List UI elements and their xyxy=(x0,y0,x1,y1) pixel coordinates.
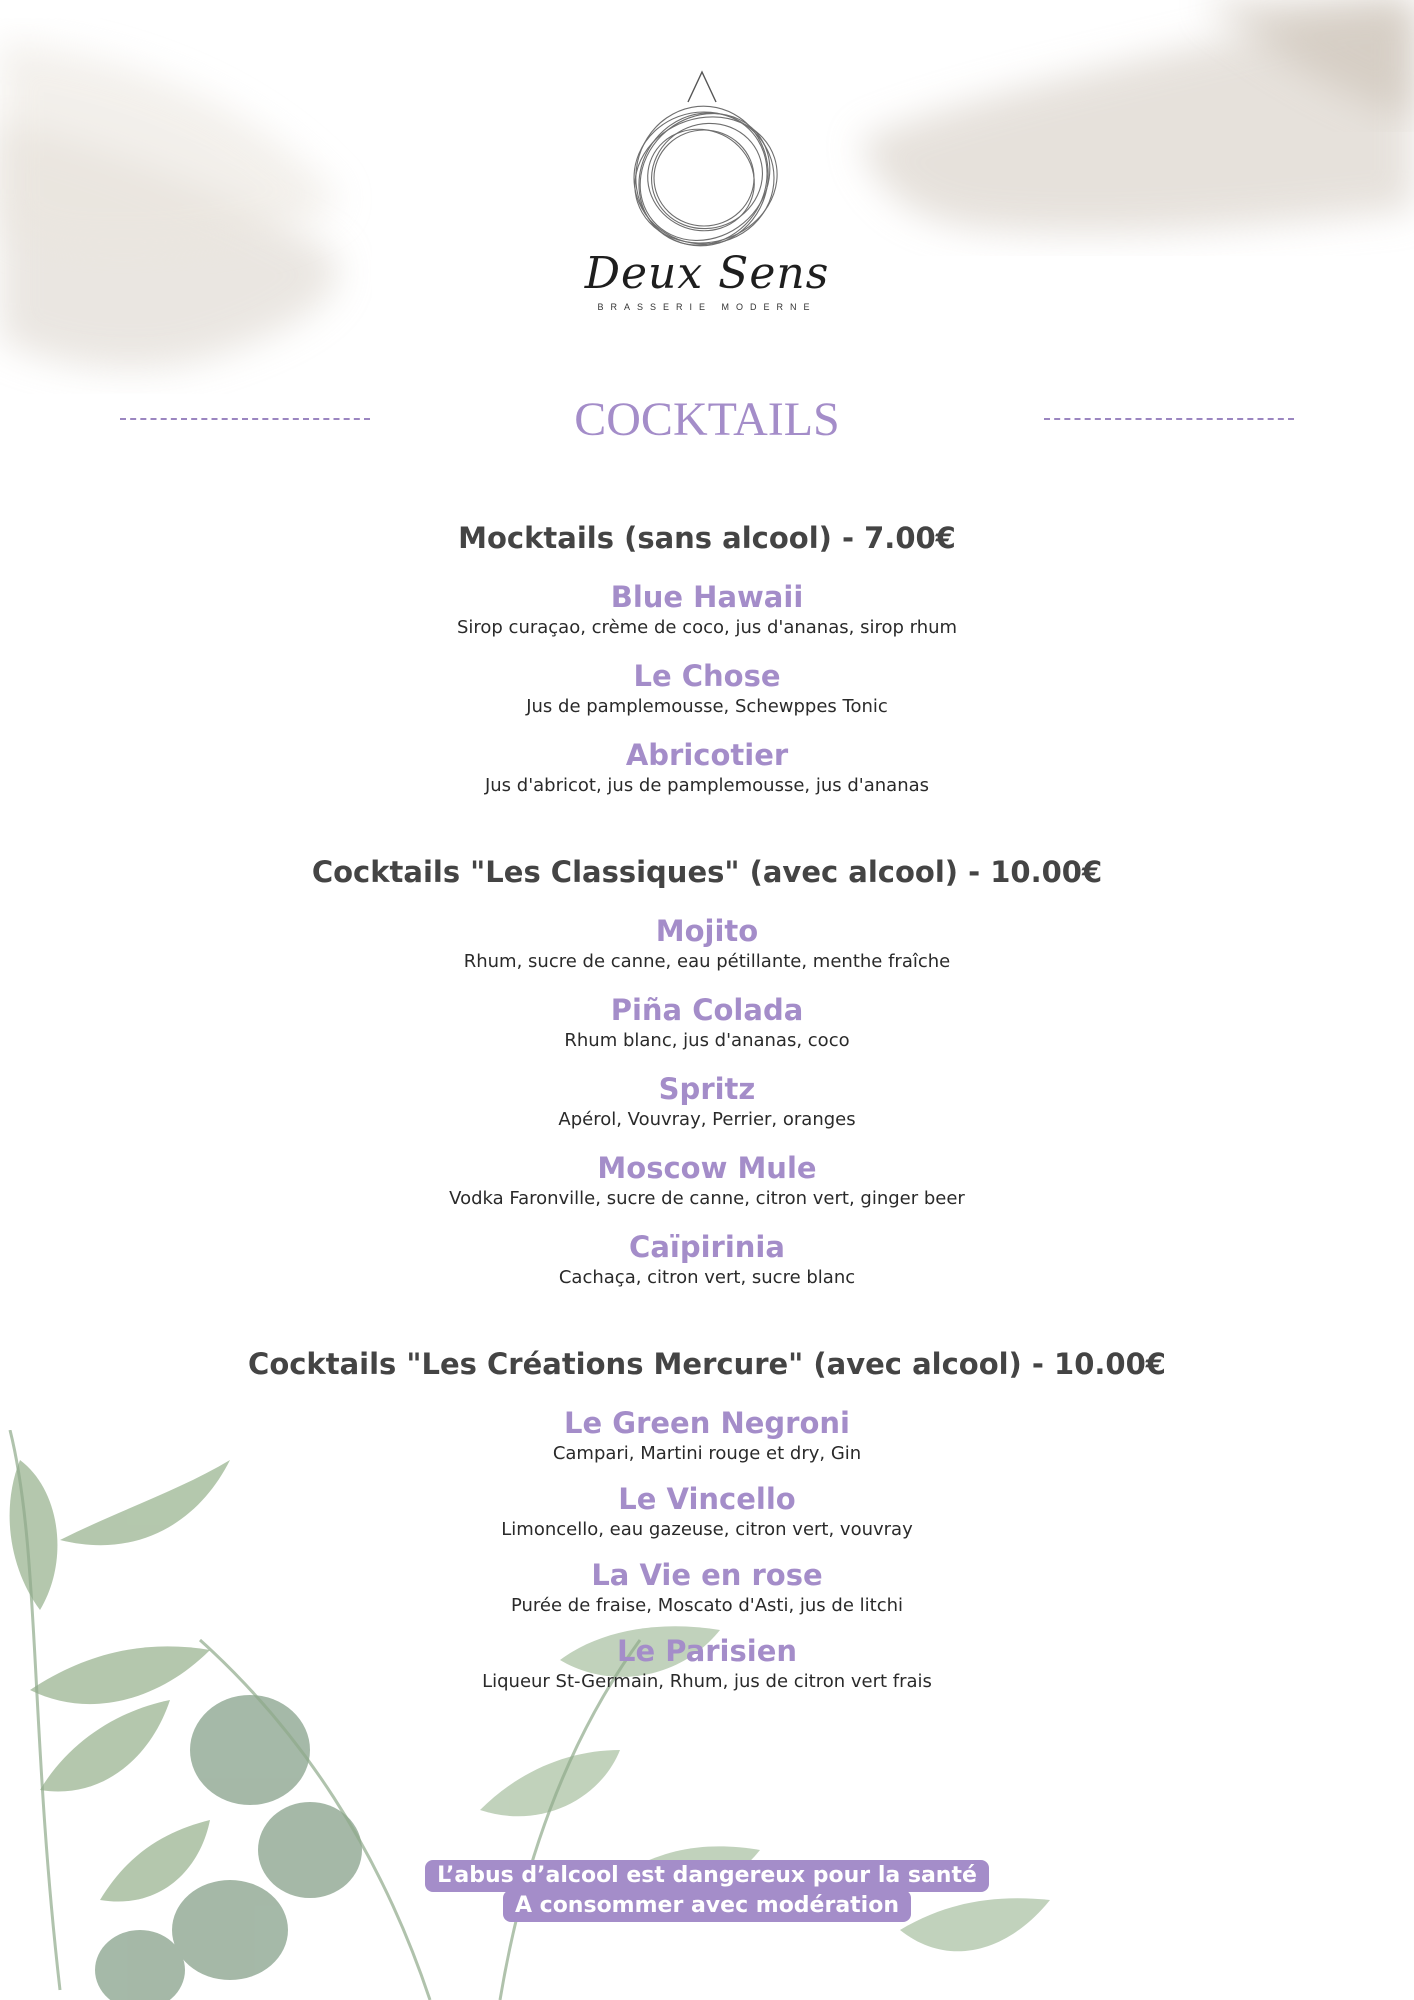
health-warning-line-1: L’abus d’alcool est dangereux pour la santé xyxy=(425,1860,989,1892)
item-description: Purée de fraise, Moscato d'Asti, jus de litchi xyxy=(510,1595,903,1616)
scribble-circle-icon xyxy=(570,68,844,248)
item-description: Liqueur St-Germain, Rhum, jus de citron vert frais xyxy=(482,1671,932,1692)
item-name: Le Vincello xyxy=(618,1482,796,1516)
item-description: Jus de pamplemousse, Schewppes Tonic xyxy=(526,696,888,717)
item-name: Abricotier xyxy=(625,738,789,772)
health-warning xyxy=(0,1860,1414,1922)
item-name: Piña Colada xyxy=(610,993,804,1027)
menu-list xyxy=(0,520,1414,1708)
title-row xyxy=(0,390,1414,450)
section-classiques xyxy=(0,854,1414,1290)
item-description: Jus d'abricot, jus de pamplemousse, jus d'ananas xyxy=(484,775,930,796)
logo-script-text: Deux Sens xyxy=(584,248,830,299)
section-title: Cocktails "Les Créations Mercure" (avec alcool) - 10.00€ xyxy=(248,1347,1166,1381)
item-name: Le Chose xyxy=(633,659,781,693)
item-name: Spritz xyxy=(658,1072,756,1106)
item-description: Apérol, Vouvray, Perrier, oranges xyxy=(558,1109,856,1130)
section-creations xyxy=(0,1346,1414,1694)
item-name: Moscow Mule xyxy=(597,1151,817,1185)
item-name: Blue Hawaii xyxy=(610,580,804,614)
page-title: COCKTAILS xyxy=(574,393,840,446)
item-description: Sirop curaçao, crème de coco, jus d'ananas, sirop rhum xyxy=(456,617,958,638)
section-title: Cocktails "Les Classiques" (avec alcool) - 10.00€ xyxy=(311,855,1103,889)
item-description: Limoncello, eau gazeuse, citron vert, vouvray xyxy=(501,1519,913,1540)
item-description: Vodka Faronville, sucre de canne, citron vert, ginger beer xyxy=(449,1188,965,1209)
item-description: Cachaça, citron vert, sucre blanc xyxy=(558,1267,856,1288)
item-description: Campari, Martini rouge et dry, Gin xyxy=(552,1443,862,1464)
brand-logo xyxy=(570,68,844,324)
item-name: La Vie en rose xyxy=(591,1558,823,1592)
item-name: Le Parisien xyxy=(616,1634,798,1668)
item-name: Mojito xyxy=(655,914,759,948)
health-warning-line-2: A consommer avec modération xyxy=(503,1890,911,1922)
item-description: Rhum blanc, jus d'ananas, coco xyxy=(564,1030,850,1051)
section-title: Mocktails (sans alcool) - 7.00€ xyxy=(458,521,956,555)
item-name: Caïpirinia xyxy=(629,1230,785,1264)
section-mocktails xyxy=(0,520,1414,798)
health-warning-box xyxy=(425,1860,989,1922)
dashed-divider-right xyxy=(1044,418,1294,420)
item-name: Le Green Negroni xyxy=(564,1406,850,1440)
logo-subtitle: BRASSERIE MODERNE xyxy=(597,302,817,312)
item-description: Rhum, sucre de canne, eau pétillante, menthe fraîche xyxy=(463,951,951,972)
